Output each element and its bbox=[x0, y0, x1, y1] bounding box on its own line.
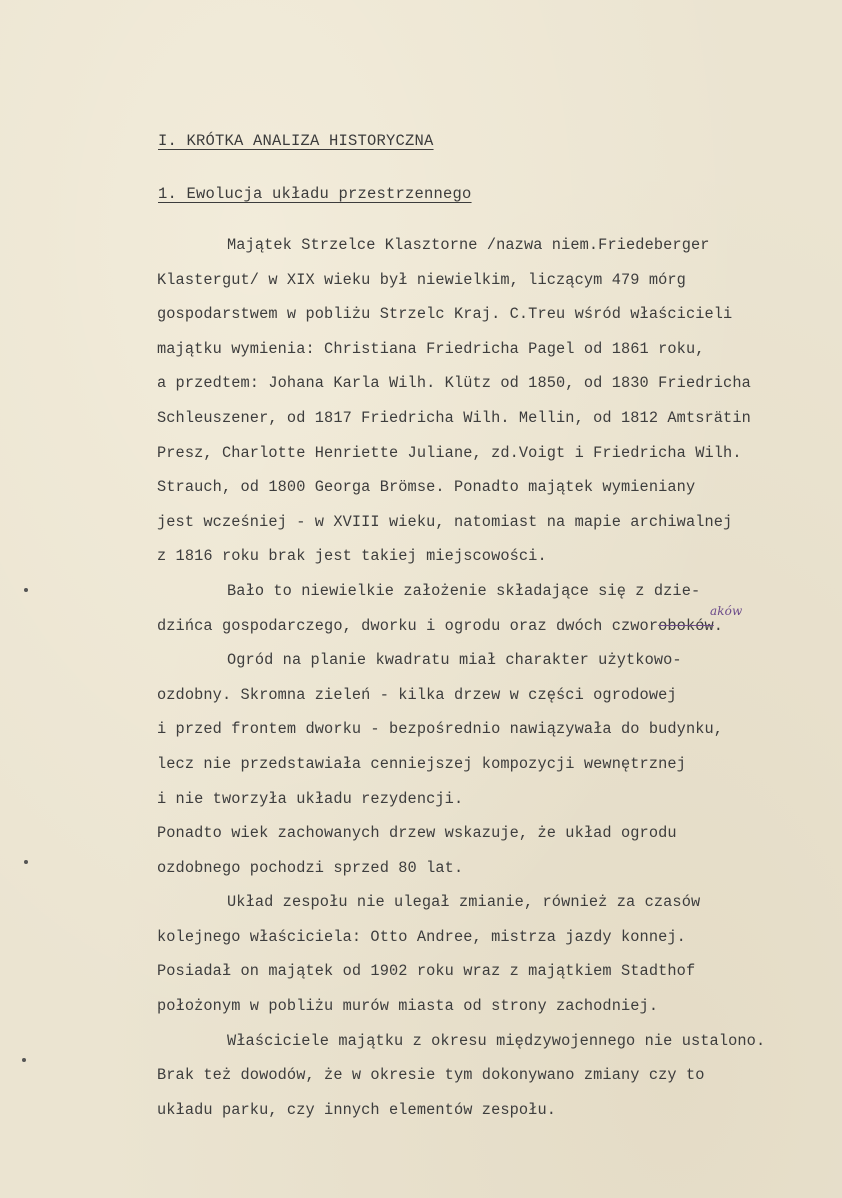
text-line: z 1816 roku brak jest takiej miejscowości. bbox=[157, 547, 547, 566]
text-line: Strauch, od 1800 Georga Brömse. Ponadto majątek wymieniany bbox=[157, 478, 696, 497]
text-line: położonym w pobliżu murów miasta od strony zachodniej. bbox=[157, 997, 659, 1016]
handwritten-correction: aków bbox=[710, 603, 743, 618]
margin-mark bbox=[22, 1058, 26, 1062]
paragraph bbox=[157, 643, 807, 885]
margin-mark bbox=[24, 588, 28, 592]
text-line: Brak też dowodów, że w okresie tym dokonywano zmiany czy to bbox=[157, 1066, 705, 1085]
text-line: ozdobny. Skromna zieleń - kilka drzew w części ogrodowej bbox=[157, 685, 677, 704]
text-line: jest wcześniej - w XVIII wieku, natomiast na mapie archiwalnej bbox=[157, 512, 733, 531]
text-line: Ogród na planie kwadratu miał charakter użytkowo- bbox=[227, 651, 682, 670]
text-line: a przedtem: Johana Karla Wilh. Klütz od 1850, od 1830 Friedricha bbox=[157, 374, 751, 393]
paragraph bbox=[157, 574, 807, 643]
text-line: Majątek Strzelce Klasztorne /nazwa niem.Friedeberger bbox=[227, 236, 710, 254]
text-line: Klastergut/ w XIX wieku był niewielkim, liczącym 479 mórg bbox=[157, 270, 686, 289]
document-body bbox=[157, 228, 807, 1127]
text-line: lecz nie przedstawiała cenniejszej kompozycji wewnętrznej bbox=[157, 754, 686, 773]
text-line: układu parku, czy innych elementów zespołu. bbox=[157, 1100, 557, 1119]
correction-prefix: dzińca gospodarczego, dworku i ogrodu oraz dwóch czwor bbox=[157, 616, 659, 635]
section-heading: I. KRÓTKA ANALIZA HISTORYCZNA bbox=[158, 132, 434, 150]
text-line: Bało to niewielkie założenie składające się z dzie- bbox=[227, 581, 701, 600]
text-line: Właściciele majątku z okresu międzywojennego nie ustalono. bbox=[227, 1031, 766, 1050]
text-line: Układ zespołu nie ulegał zmianie, również za czasów bbox=[227, 893, 701, 912]
struck-text: oboków bbox=[658, 616, 714, 635]
text-line: Schleuszener, od 1817 Friedricha Wilh. Mellin, od 1812 Amtsrätin bbox=[157, 408, 751, 427]
text-line: majątku wymienia: Christiana Friedricha Pagel od 1861 roku, bbox=[157, 339, 705, 358]
text-line: kolejnego właściciela: Otto Andree, mistrza jazdy konnej. bbox=[157, 927, 686, 946]
paragraph bbox=[157, 885, 807, 1023]
text-line: gospodarstwem w pobliżu Strzelc Kraj. C.Treu wśród właścicieli bbox=[157, 305, 733, 324]
text-line: Presz, Charlotte Henriette Juliane, zd.Voigt i Friedricha Wilh. bbox=[157, 443, 742, 462]
text-line: Ponadto wiek zachowanych drzew wskazuje, że układ ogrodu bbox=[157, 824, 677, 843]
text-line-corrected bbox=[157, 603, 807, 644]
text-line: ozdobnego pochodzi sprzed 80 lat. bbox=[157, 858, 464, 877]
correction-suffix: . bbox=[713, 616, 724, 635]
subsection-heading: 1. Ewolucja układu przestrzennego bbox=[158, 185, 472, 203]
paragraph bbox=[157, 1024, 807, 1128]
margin-mark bbox=[24, 860, 28, 864]
text-line: i przed frontem dworku - bezpośrednio nawiązywała do budynku, bbox=[157, 720, 724, 739]
text-line: i nie tworzyła układu rezydencji. bbox=[157, 789, 464, 808]
text-line: Posiadał on majątek od 1902 roku wraz z majątkiem Stadthof bbox=[157, 962, 696, 981]
paragraph bbox=[157, 228, 807, 574]
